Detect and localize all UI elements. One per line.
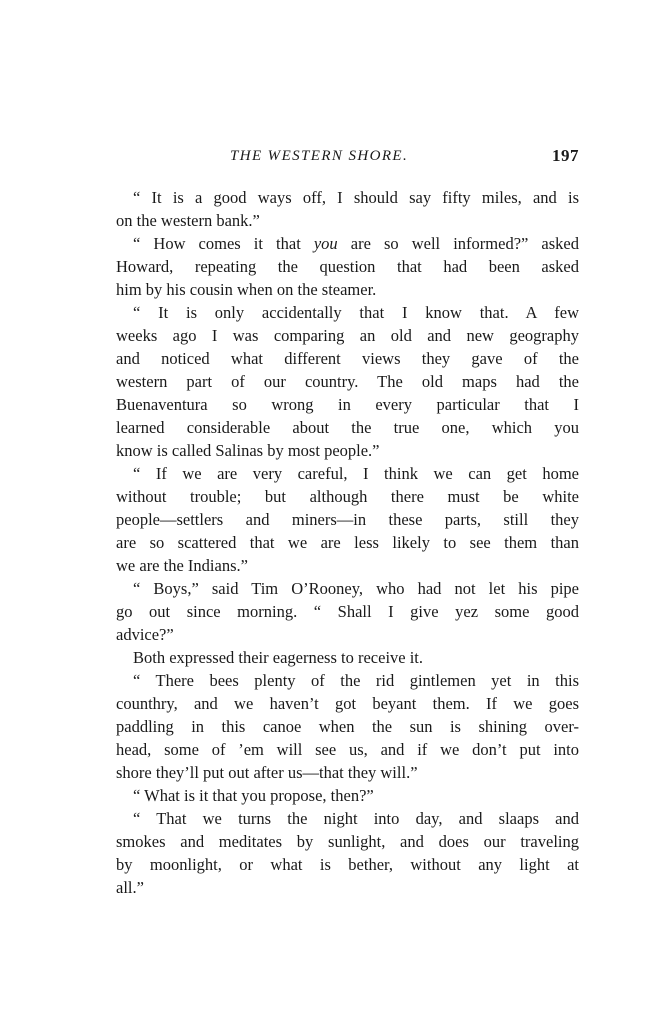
text-line: shore they’ll put out after us—that they will.”: [116, 763, 418, 782]
text-line: people—settlers and miners—in these parts, still they: [116, 510, 579, 529]
text-line: him by his cousin when on the steamer.: [116, 280, 377, 299]
running-head: [116, 148, 579, 172]
text-line: without trouble; but although there must be white: [116, 487, 579, 506]
text-segment: “ How comes it that: [133, 234, 301, 253]
text-line: know is called Salinas by most people.”: [116, 441, 380, 460]
running-title: THE WESTERN SHORE.: [230, 148, 409, 164]
text-line: are so scattered that we are less likely to see them than: [116, 533, 579, 552]
text-line: “ It is only accidentally that I know that. A few: [133, 303, 579, 322]
emphasis-text: you: [313, 234, 338, 253]
text-line: “ What is it that you propose, then?”: [133, 786, 374, 805]
text-line: Howard, repeating the question that had been asked: [116, 257, 579, 276]
body-text: [116, 186, 579, 899]
text-line: all.”: [116, 878, 144, 897]
text-line: Both expressed their eagerness to receive it.: [133, 648, 424, 667]
text-line: “ Boys,” said Tim O’Rooney, who had not let his pipe: [133, 579, 579, 598]
text-line: “ It is a good ways off, I should say fifty miles, and is: [133, 188, 579, 207]
text-line: by moonlight, or what is bether, without any light at: [116, 855, 579, 874]
text-line: “ If we are very careful, I think we can get home: [133, 464, 579, 483]
text-line: head, some of ’em will see us, and if we don’t put into: [116, 740, 579, 759]
text-line: and noticed what different views they gave of the: [116, 349, 579, 368]
text-line: we are the Indians.”: [116, 556, 248, 575]
text-line: “ There bees plenty of the rid gintlemen yet in this: [133, 671, 579, 690]
text-line: learned considerable about the true one, which you: [116, 418, 579, 437]
text-line: smokes and meditates by sunlight, and does our traveling: [116, 832, 579, 851]
text-line: paddling in this canoe when the sun is shining over-: [116, 717, 579, 736]
text-line: “ That we turns the night into day, and slaaps and: [133, 809, 579, 828]
text-line: western part of our country. The old maps had the: [116, 372, 579, 391]
page-number: 197: [552, 146, 579, 165]
text-line: counthry, and we haven’t got beyant them. If we goes: [116, 694, 579, 713]
text-line: go out since morning. “ Shall I give yez some good: [116, 602, 579, 621]
text-segment: are so well informed?” asked: [350, 234, 579, 253]
text-line: on the western bank.”: [116, 211, 260, 230]
text-line: [116, 232, 579, 255]
text-line: Buenaventura so wrong in every particular that I: [116, 395, 579, 414]
text-line: advice?”: [116, 625, 174, 644]
text-line: weeks ago I was comparing an old and new geography: [116, 326, 579, 345]
